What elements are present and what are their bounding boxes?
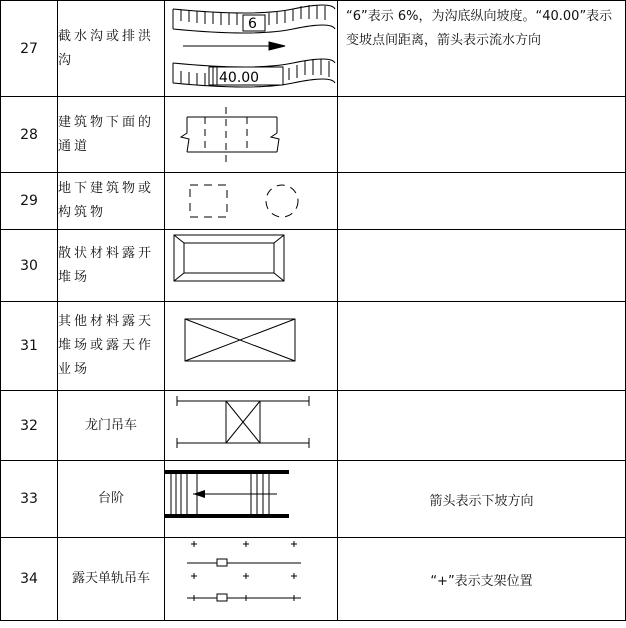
row-name: 散状材料露开堆场 bbox=[58, 230, 165, 302]
table-row bbox=[1, 97, 626, 173]
row-number: 27 bbox=[1, 1, 58, 97]
passage-under-building-symbol bbox=[165, 97, 337, 172]
row-name: 龙门吊车 bbox=[58, 391, 165, 461]
slope-label: 6 bbox=[248, 16, 257, 32]
open-air-yard-symbol bbox=[165, 302, 337, 390]
symbol-cell bbox=[165, 461, 338, 538]
row-note bbox=[338, 173, 626, 230]
symbol-cell bbox=[165, 391, 338, 461]
row-name: 地下建筑物或构筑物 bbox=[58, 173, 165, 230]
drainage-ditch-symbol bbox=[165, 1, 337, 96]
row-number: 33 bbox=[1, 461, 58, 538]
row-number: 28 bbox=[1, 97, 58, 173]
table-row bbox=[1, 173, 626, 230]
row-note bbox=[338, 302, 626, 391]
distance-label: 40.00 bbox=[219, 70, 260, 86]
row-name: 台阶 bbox=[58, 461, 165, 538]
table-row bbox=[1, 461, 626, 538]
underground-structure-symbol bbox=[165, 173, 337, 229]
monorail-crane-symbol bbox=[165, 538, 337, 620]
row-note: 箭头表示下坡方向 bbox=[338, 461, 626, 538]
row-name: 露天单轨吊车 bbox=[58, 538, 165, 621]
symbol-cell bbox=[165, 302, 338, 391]
table-row bbox=[1, 302, 626, 391]
row-number: 34 bbox=[1, 538, 58, 621]
row-number: 29 bbox=[1, 173, 58, 230]
table-row bbox=[1, 230, 626, 302]
symbol-cell bbox=[165, 97, 338, 173]
table-row bbox=[1, 391, 626, 461]
row-note bbox=[338, 391, 626, 461]
row-note: “+”表示支架位置 bbox=[338, 538, 626, 621]
symbol-cell bbox=[165, 1, 338, 97]
row-number: 31 bbox=[1, 302, 58, 391]
gantry-crane-symbol bbox=[165, 391, 337, 460]
row-number: 30 bbox=[1, 230, 58, 302]
row-note bbox=[338, 230, 626, 302]
bulk-material-yard-symbol bbox=[165, 230, 337, 301]
table-row bbox=[1, 1, 626, 97]
row-name: 建筑物下面的通道 bbox=[58, 97, 165, 173]
table-row bbox=[1, 538, 626, 621]
row-note bbox=[338, 97, 626, 173]
symbol-cell bbox=[165, 230, 338, 302]
row-name: 其他材料露天堆场或露天作业场 bbox=[58, 302, 165, 391]
row-number: 32 bbox=[1, 391, 58, 461]
symbol-cell bbox=[165, 538, 338, 621]
symbol-cell bbox=[165, 173, 338, 230]
row-note: “6”表示 6%，为沟底纵向坡度。“40.00”表示变坡点间距离，箭头表示流水方向 bbox=[338, 1, 626, 97]
row-name: 截水沟或排洪沟 bbox=[58, 1, 165, 97]
steps-symbol bbox=[165, 461, 337, 537]
